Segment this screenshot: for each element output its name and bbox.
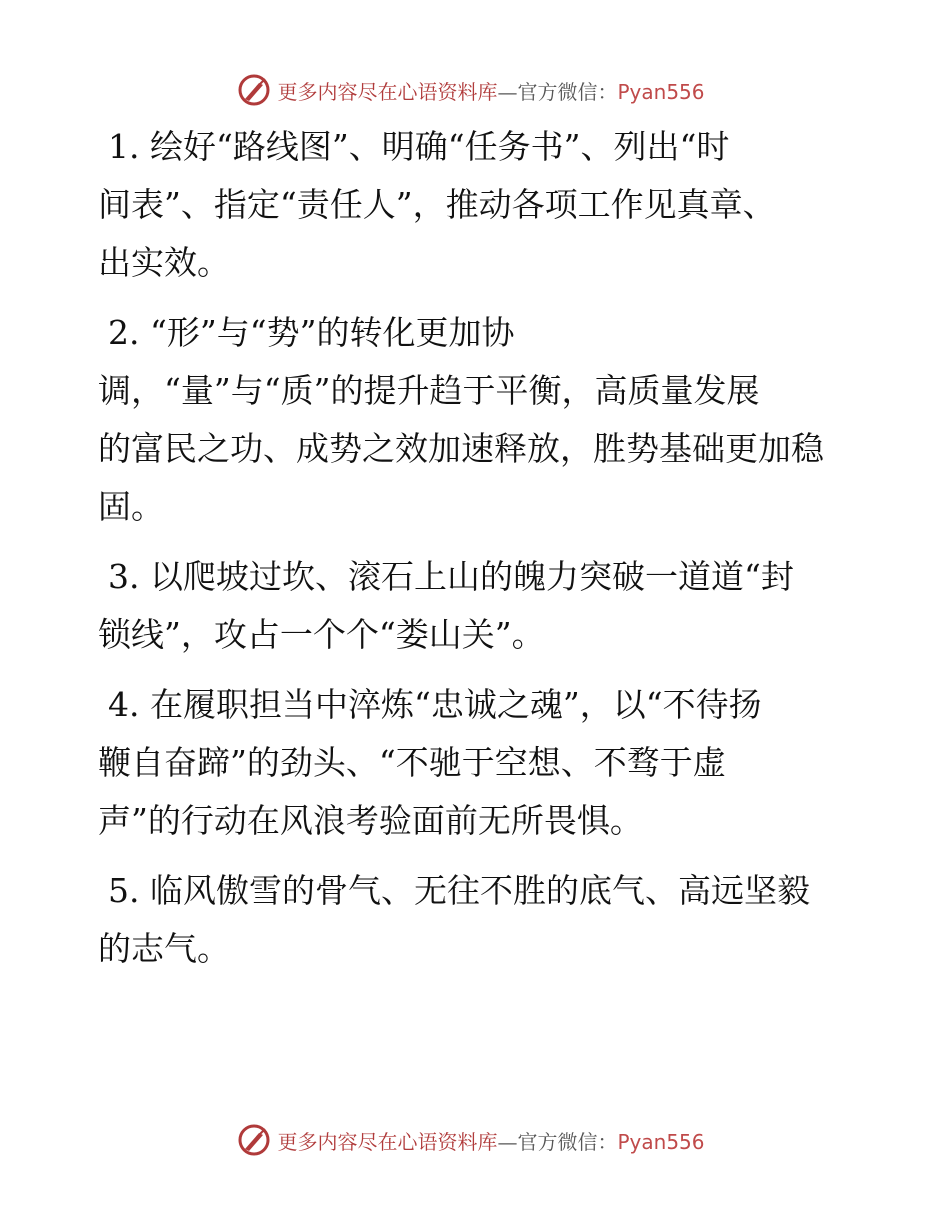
header-brand-text: 更多内容尽在心语资料库 — [277, 79, 498, 104]
footer-watermark-inner — [237, 1123, 704, 1157]
paragraph-line: 的志气。 — [98, 929, 230, 968]
paragraph-line: 固。 — [98, 487, 164, 526]
paragraph-4 — [98, 676, 858, 850]
header-watermark-inner — [237, 73, 704, 107]
paragraph-line: 5. 临风傲雪的骨气、无往不胜的底气、高远坚毅 — [108, 871, 810, 910]
paragraph-line: 1. 绘好“路线图”、明确“任务书”、列出“时 — [108, 127, 730, 166]
paragraph-line: 4. 在履职担当中淬炼“忠诚之魂”，以“不待扬 — [108, 685, 762, 724]
document-body — [98, 118, 858, 990]
header-brand-line — [277, 76, 704, 105]
paragraph-5 — [98, 862, 858, 978]
footer-contact-id: Pyan556 — [617, 1129, 705, 1154]
paragraph-line: 3. 以爬坡过坎、滚石上山的魄力突破一道道“封 — [108, 557, 794, 596]
paragraph-2 — [98, 304, 858, 536]
paragraph-3 — [98, 548, 858, 664]
header-watermark — [0, 70, 950, 110]
quill-pen-logo-icon — [237, 1123, 271, 1157]
footer-contact-label: 官方微信： — [517, 1129, 618, 1154]
paragraph-1 — [98, 118, 858, 292]
footer-separator: — — [497, 1129, 518, 1154]
footer-brand-line — [277, 1126, 704, 1155]
paragraph-line: 鞭自奋蹄”的劲头、“不驰于空想、不骛于虚 — [98, 743, 726, 782]
footer-watermark — [0, 1120, 950, 1160]
paragraph-line: 锁线”，攻占一个个“娄山关”。 — [98, 615, 545, 654]
paragraph-line: 间表”、指定“责任人”，推动各项工作见真章、 — [98, 185, 776, 224]
paragraph-line: 声”的行动在风浪考验面前无所畏惧。 — [98, 801, 643, 840]
header-contact-label: 官方微信： — [517, 79, 618, 104]
paragraph-line: 的富民之功、成势之效加速释放，胜势基础更加稳 — [98, 429, 824, 468]
paragraph-line: 2. “形”与“势”的转化更加协 — [108, 313, 515, 352]
paragraph-line: 出实效。 — [98, 243, 230, 282]
header-contact-id: Pyan556 — [617, 79, 705, 104]
footer-brand-text: 更多内容尽在心语资料库 — [277, 1129, 498, 1154]
paragraph-line: 调，“量”与“质”的提升趋于平衡，高质量发展 — [98, 371, 760, 410]
quill-pen-logo-icon — [237, 73, 271, 107]
header-separator: — — [497, 79, 518, 104]
